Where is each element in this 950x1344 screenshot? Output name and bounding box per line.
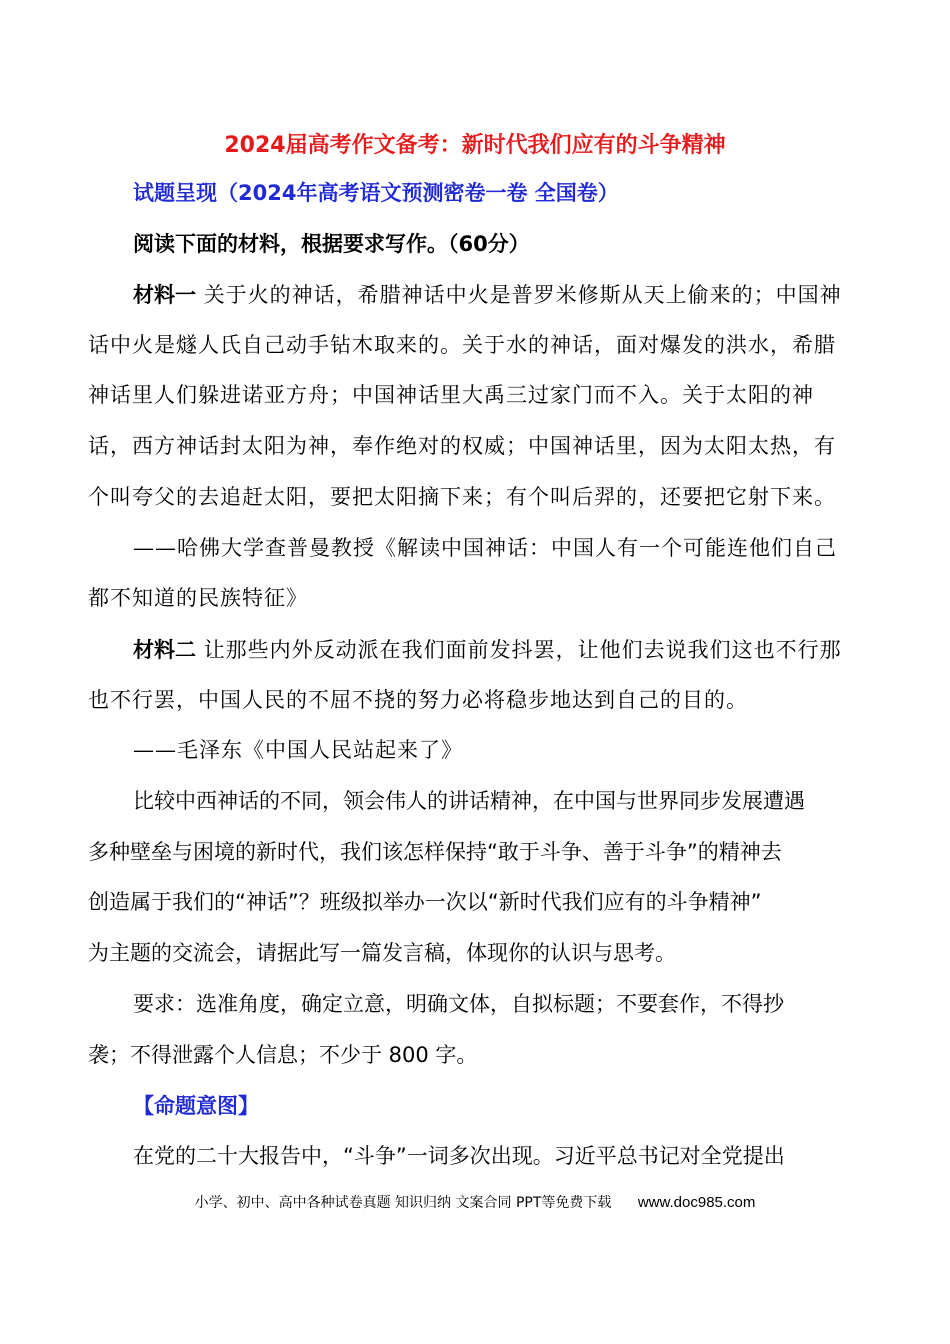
prompt-line-3: 创造属于我们的“神话”？班级拟举办一次以“新时代我们应有的斗争精神” <box>88 890 762 914</box>
requirements-line-2: 袭；不得泄露个人信息；不少于 800 字。 <box>88 1043 478 1067</box>
material1-label: 材料一 <box>133 283 196 307</box>
intent-line-1: 在党的二十大报告中，“斗争”一词多次出现。习近平总书记对全党提出 <box>133 1144 785 1168</box>
section-heading: 试题呈现（2024年高考语文预测密卷一卷 全国卷） <box>133 181 619 205</box>
prompt-line-4: 为主题的交流会，请据此写一篇发言稿，体现你的认识与思考。 <box>88 941 676 965</box>
material2-text-1: 让那些内外反动派在我们面前发抖罢，让他们去说我们这也不行那 <box>203 638 842 662</box>
material2-label: 材料二 <box>133 638 196 662</box>
requirements-line-1: 要求：选准角度，确定立意，明确文体，自拟标题；不要套作，不得抄 <box>133 992 784 1016</box>
material1-line-5: 个叫夸父的去追赶太阳，要把太阳摘下来；有个叫后羿的，还要把它射下来。 <box>88 485 836 509</box>
prompt-line-1: 比较中西神话的不同，领会伟人的讲话精神，在中国与世界同步发展遭遇 <box>133 789 805 813</box>
footer-text: 小学、初中、高中各种试卷真题 知识归纳 文案合同 PPT等免费下载 <box>194 1195 612 1211</box>
material1-line-1 <box>133 282 842 308</box>
material1-text-1: 关于火的神话，希腊神话中火是普罗米修斯从天上偷来的；中国神 <box>203 283 842 307</box>
instruction-text: 阅读下面的材料，根据要求写作。（60分） <box>133 232 530 256</box>
material2-line-2: 也不行罢，中国人民的不屈不挠的努力必将稳步地达到自己的目的。 <box>88 688 748 712</box>
material1-source-2: 都不知道的民族特征》 <box>88 586 308 610</box>
material1-line-3: 神话里人们躲进诺亚方舟；中国神话里大禹三过家门而不入。关于太阳的神 <box>88 383 814 407</box>
intent-heading: 【命题意图】 <box>133 1094 259 1118</box>
material2-source: ——毛泽东《中国人民站起来了》 <box>133 738 463 762</box>
material1-line-4: 话，西方神话封太阳为神，奉作绝对的权威；中国神话里，因为太阳太热，有 <box>88 434 836 458</box>
page-title: 2024届高考作文备考：新时代我们应有的斗争精神 <box>224 133 726 158</box>
material1-line-2: 话中火是燧人氏自己动手钻木取来的。关于水的神话，面对爆发的洪水，希腊 <box>88 333 836 357</box>
prompt-line-2: 多种壁垒与困境的新时代，我们该怎样保持“敢于斗争、善于斗争”的精神去 <box>88 840 782 864</box>
page-footer <box>0 1192 950 1212</box>
material2-line-1 <box>133 637 842 663</box>
material1-source-1: ——哈佛大学查普曼教授《解读中国神话：中国人有一个可能连他们自己 <box>133 536 837 560</box>
footer-url[interactable]: www.doc985.com <box>637 1194 756 1211</box>
